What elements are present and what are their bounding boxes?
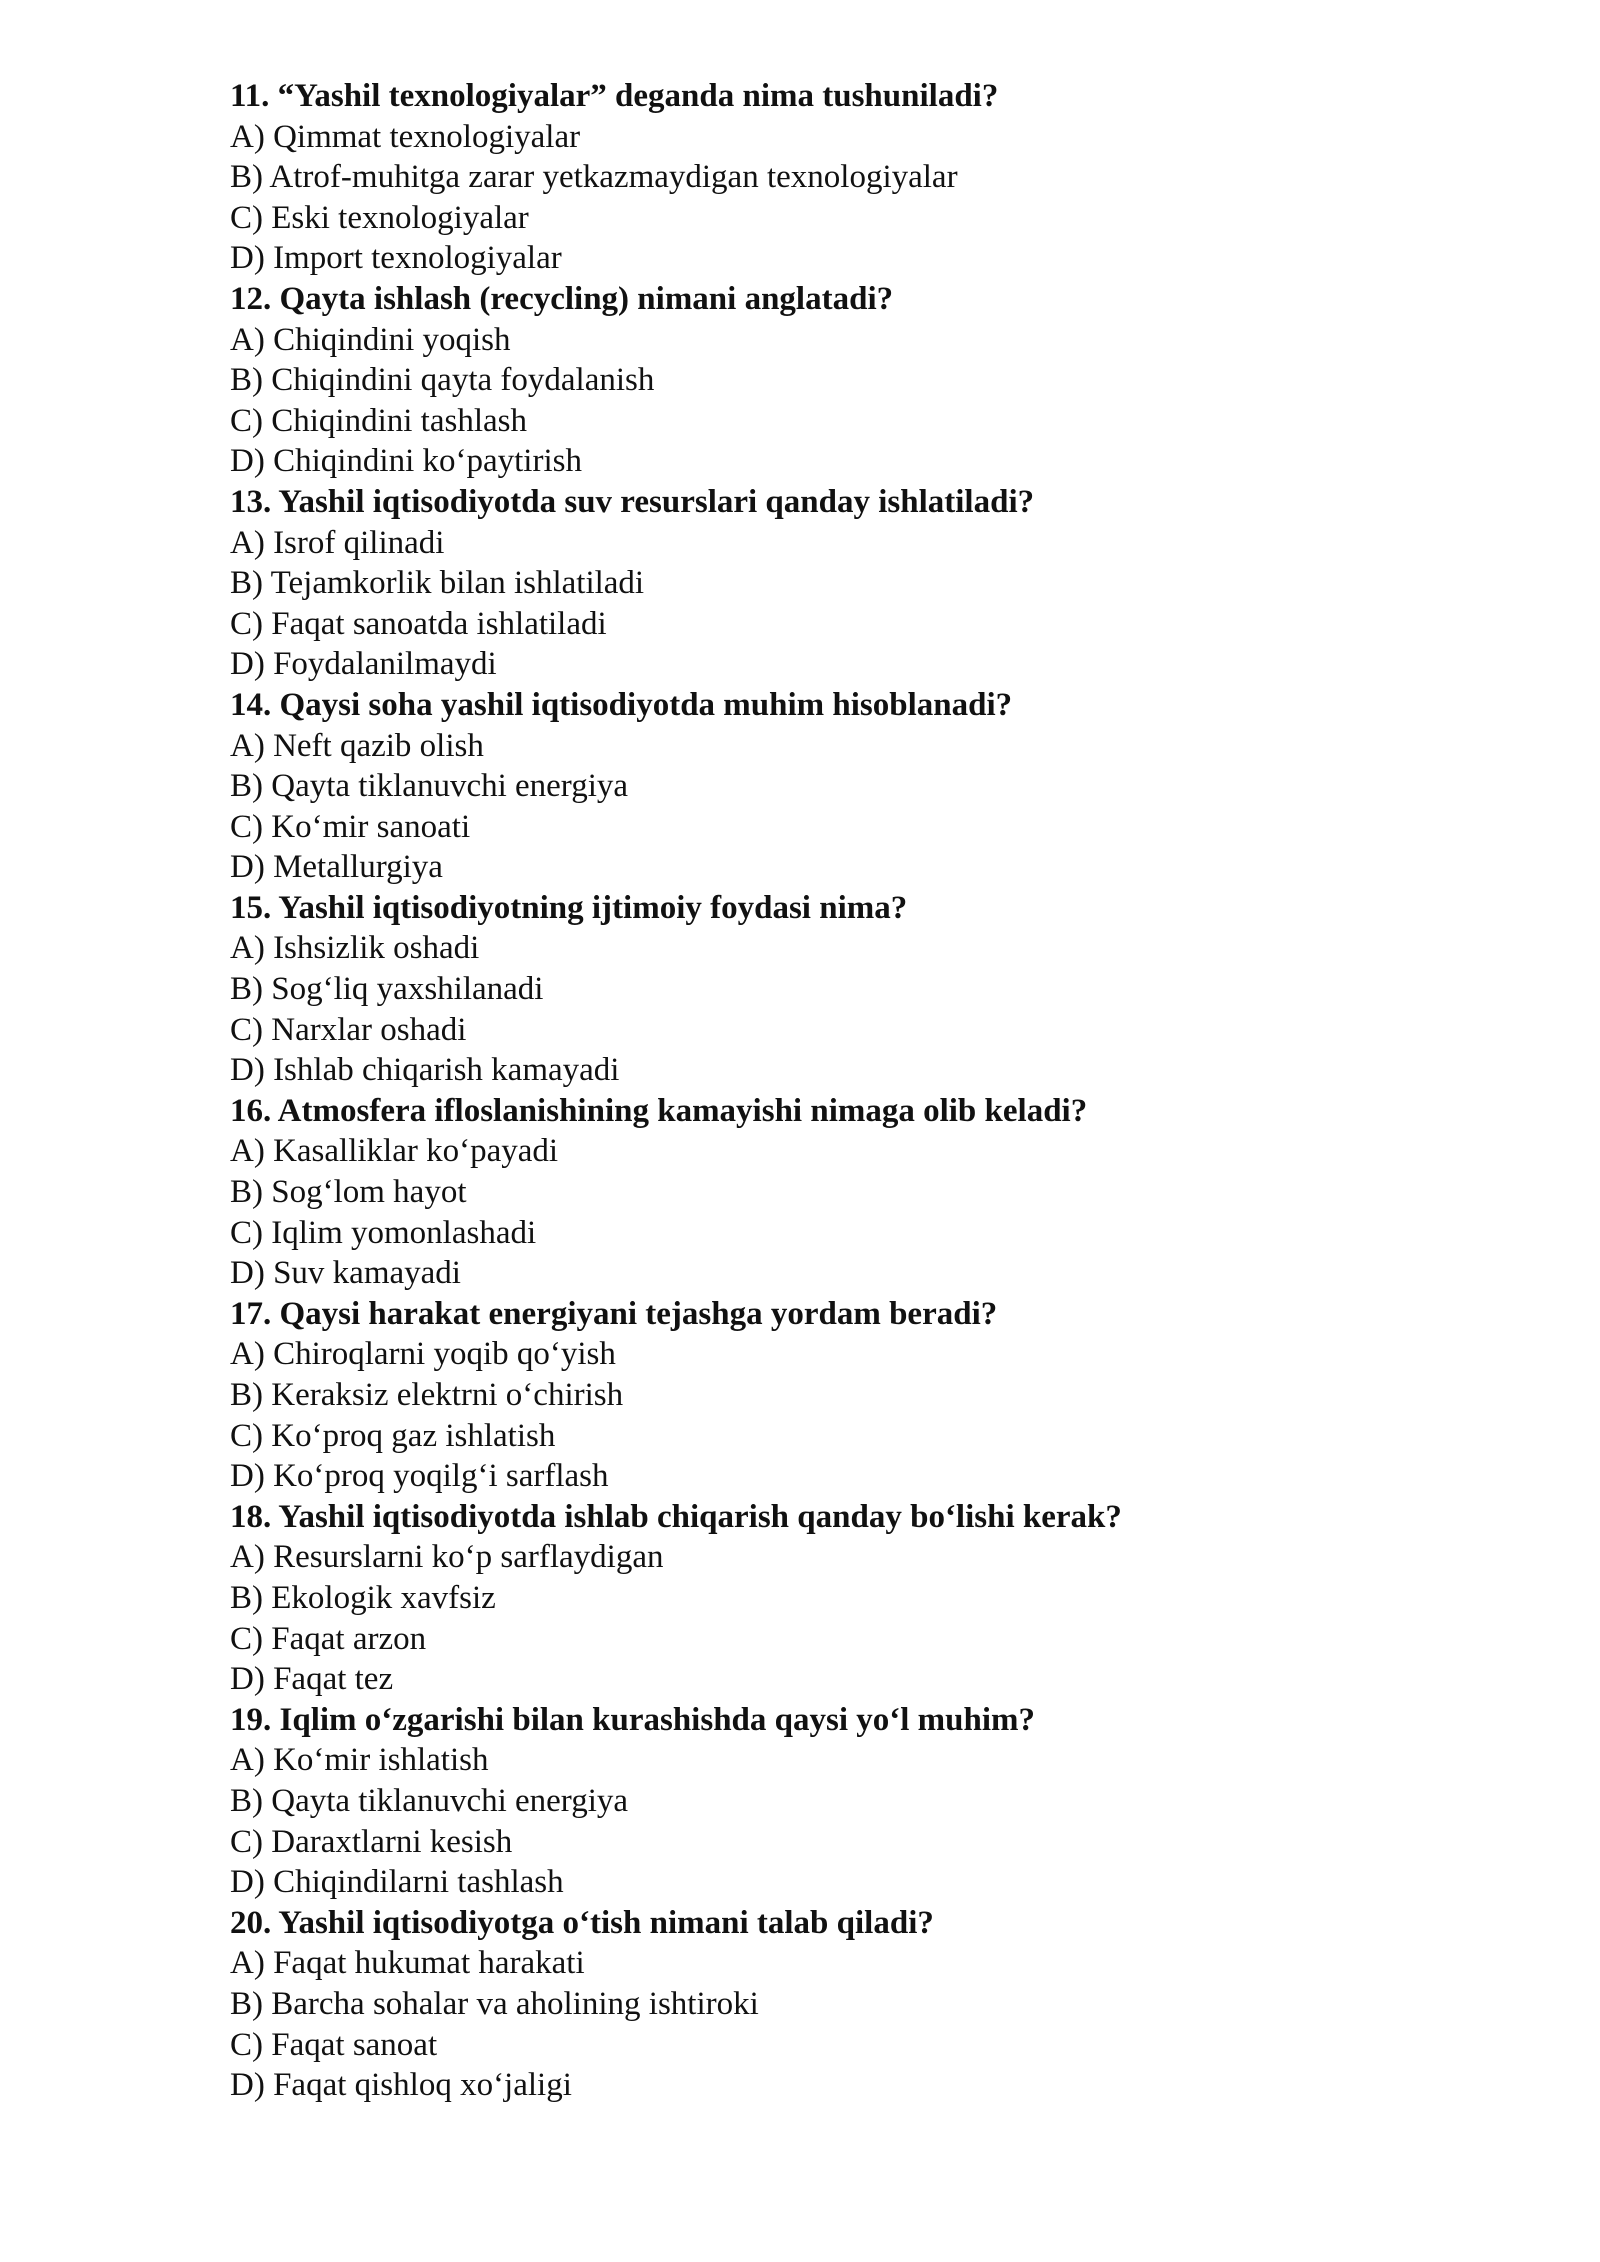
answer-option: C) Chiqindini tashlash [230,402,527,439]
answer-option: B) Atrof-muhitga zarar yetkazmaydigan texnologiyalar [230,159,958,196]
question-title: 20. Yashil iqtisodiyotga o‘tish nimani talab qiladi? [230,1904,934,1941]
answer-option: D) Faqat qishloq xo‘jaligi [230,2067,572,2104]
answer-option: D) Foydalanilmaydi [230,646,497,683]
answer-option: B) Sog‘liq yaxshilanadi [230,971,544,1008]
question-block [230,1294,1530,1497]
question-block [230,76,1530,279]
question-list [230,76,1530,2106]
question-title: 12. Qayta ishlash (recycling) nimani anglatadi? [230,280,894,317]
question-block [230,1091,1530,1294]
answer-option: A) Qimmat texnologiyalar [230,118,581,155]
answer-option: D) Chiqindini ko‘paytirish [230,443,582,480]
question-block [230,1497,1530,1700]
question-title: 13. Yashil iqtisodiyotda suv resurslari qanday ishlatiladi? [230,483,1035,520]
question-block [230,1903,1530,2106]
question-block [230,279,1530,482]
question-title: 19. Iqlim o‘zgarishi bilan kurashishda qaysi yo‘l muhim? [230,1701,1036,1738]
answer-option: A) Kasalliklar ko‘payadi [230,1133,559,1170]
answer-option: B) Keraksiz elektrni o‘chirish [230,1377,624,1413]
answer-option: C) Eski texnologiyalar [230,199,529,236]
answer-option: B) Barcha sohalar va aholining ishtiroki [230,1985,759,2022]
answer-option: A) Chiroqlarni yoqib qo‘yish [230,1336,616,1373]
answer-option: D) Chiqindilarni tashlash [230,1864,564,1901]
answer-option: A) Ko‘mir ishlatish [230,1742,489,1779]
question-title: 11. “Yashil texnologiyalar” deganda nima tushuniladi? [230,78,999,114]
answer-option: B) Qayta tiklanuvchi energiya [230,1782,629,1819]
question-title: 15. Yashil iqtisodiyotning ijtimoiy foydasi nima? [230,889,908,926]
answer-option: C) Faqat arzon [230,1620,427,1657]
answer-option: C) Ko‘proq gaz ishlatish [230,1417,556,1454]
answer-option: D) Suv kamayadi [230,1255,461,1292]
answer-option: C) Narxlar oshadi [230,1011,467,1048]
answer-option: A) Resurslarni ko‘p sarflaydigan [230,1539,664,1576]
question-block [230,1700,1530,1903]
answer-option: B) Chiqindini qayta foydalanish [230,362,655,399]
answer-option: B) Qayta tiklanuvchi energiya [230,768,629,805]
answer-option: D) Faqat tez [230,1661,394,1698]
answer-option: C) Faqat sanoatda ishlatiladi [230,605,607,642]
question-title: 17. Qaysi harakat energiyani tejashga yordam beradi? [230,1295,998,1332]
answer-option: A) Neft qazib olish [230,727,484,764]
answer-option: D) Import texnologiyalar [230,240,562,277]
answer-option: C) Daraxtlarni kesish [230,1823,513,1860]
answer-option: B) Ekologik xavfsiz [230,1579,496,1616]
answer-option: A) Isrof qilinadi [230,524,445,561]
question-block [230,685,1530,888]
answer-option: C) Ko‘mir sanoati [230,808,471,845]
answer-option: B) Tejamkorlik bilan ishlatiladi [230,565,645,602]
answer-option: D) Ishlab chiqarish kamayadi [230,1052,620,1089]
question-title: 18. Yashil iqtisodiyotda ishlab chiqarish qanday bo‘lishi kerak? [230,1498,1122,1535]
question-title: 16. Atmosfera ifloslanishining kamayishi nimaga olib keladi? [230,1092,1088,1129]
answer-option: A) Faqat hukumat harakati [230,1945,585,1982]
question-block [230,482,1530,685]
question-block [230,888,1530,1091]
answer-option: A) Ishsizlik oshadi [230,930,480,967]
answer-option: A) Chiqindini yoqish [230,321,511,358]
question-title: 14. Qaysi soha yashil iqtisodiyotda muhim hisoblanadi? [230,686,1013,723]
answer-option: D) Metallurgiya [230,849,443,886]
answer-option: D) Ko‘proq yoqilg‘i sarflash [230,1458,609,1495]
answer-option: B) Sog‘lom hayot [230,1174,467,1211]
answer-option: C) Faqat sanoat [230,2026,438,2063]
answer-option: C) Iqlim yomonlashadi [230,1214,537,1251]
